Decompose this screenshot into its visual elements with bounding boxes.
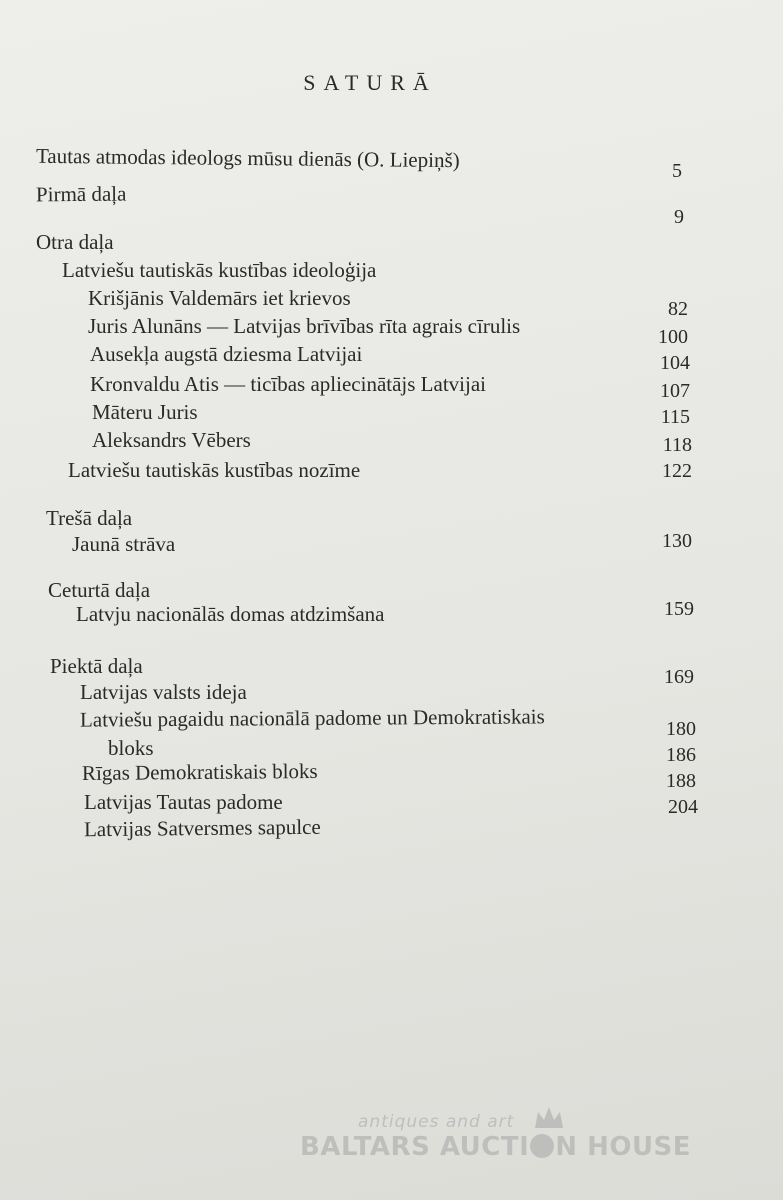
page-number: 204 <box>668 796 698 818</box>
watermark-tagline: antiques and art <box>358 1112 515 1132</box>
page-title: SATURĀ <box>303 70 437 95</box>
page-number: 107 <box>660 380 690 402</box>
page-number: 122 <box>662 460 692 482</box>
page-number: 9 <box>674 206 684 228</box>
toc-section: Latvijas valsts ideja <box>80 680 247 704</box>
page-number: 5 <box>672 160 682 182</box>
page-number: 130 <box>662 530 692 552</box>
toc-section: Latviešu tautiskās kustības ideoloģija <box>62 258 377 282</box>
toc-section: Rīgas Demokratiskais bloks <box>81 758 318 786</box>
toc-part-two: Otra daļa <box>36 230 114 254</box>
page-number: 118 <box>662 434 692 456</box>
toc-chapter: Kronvaldu Atis — ticības apliecinātājs Latvijai <box>90 372 486 396</box>
toc-part-four: Ceturtā daļa <box>48 578 151 602</box>
toc-chapter: Krišjānis Valdemārs iet krievos <box>88 286 351 310</box>
toc-section: Latviešu pagaidu nacionālā padome un Demokratiskais <box>79 704 545 732</box>
toc-section: Jaunā strāva <box>72 532 176 556</box>
toc-section: Latvijas Tautas padome <box>84 790 283 814</box>
auction-watermark <box>300 1110 720 1170</box>
watermark-name-part1: BALTARS AUCTI <box>300 1132 530 1162</box>
toc-chapter: Juris Alunāns — Latvijas brīvības rīta agrais cīrulis <box>88 314 521 338</box>
toc-foreword: Tautas atmodas ideologs mūsu dienās (O. Liepiņš) <box>35 143 460 173</box>
toc-part-five: Piektā daļa <box>50 654 143 678</box>
toc-part-one: Pirmā daļa <box>35 181 127 207</box>
page-number: 188 <box>666 770 696 792</box>
toc-chapter: Aleksandrs Vēbers <box>92 428 251 452</box>
toc-section-continued: bloks <box>108 736 154 760</box>
page-number: 82 <box>668 298 688 320</box>
page-number: 186 <box>666 744 696 766</box>
watermark-o-seal <box>530 1134 554 1158</box>
page-number: 180 <box>666 718 696 740</box>
page-number: 115 <box>660 406 690 428</box>
toc-chapter: Ausekļa augstā dziesma Latvijai <box>90 342 363 366</box>
toc-section: Latviešu tautiskās kustības nozīme <box>68 458 361 482</box>
toc-chapter: Māteru Juris <box>92 400 198 424</box>
toc-section: Latvijas Satversmes sapulce <box>83 814 321 842</box>
page-number: 104 <box>660 352 690 374</box>
toc-part-three: Trešā daļa <box>46 506 133 530</box>
crown-icon <box>532 1104 566 1132</box>
page-number: 100 <box>658 326 688 348</box>
page-number: 169 <box>664 666 694 688</box>
toc-section: Latvju nacionālās domas atdzimšana <box>76 602 385 626</box>
watermark-name-part2: N HOUSE <box>555 1132 692 1162</box>
watermark-name <box>300 1132 691 1162</box>
page-number: 159 <box>664 598 694 620</box>
